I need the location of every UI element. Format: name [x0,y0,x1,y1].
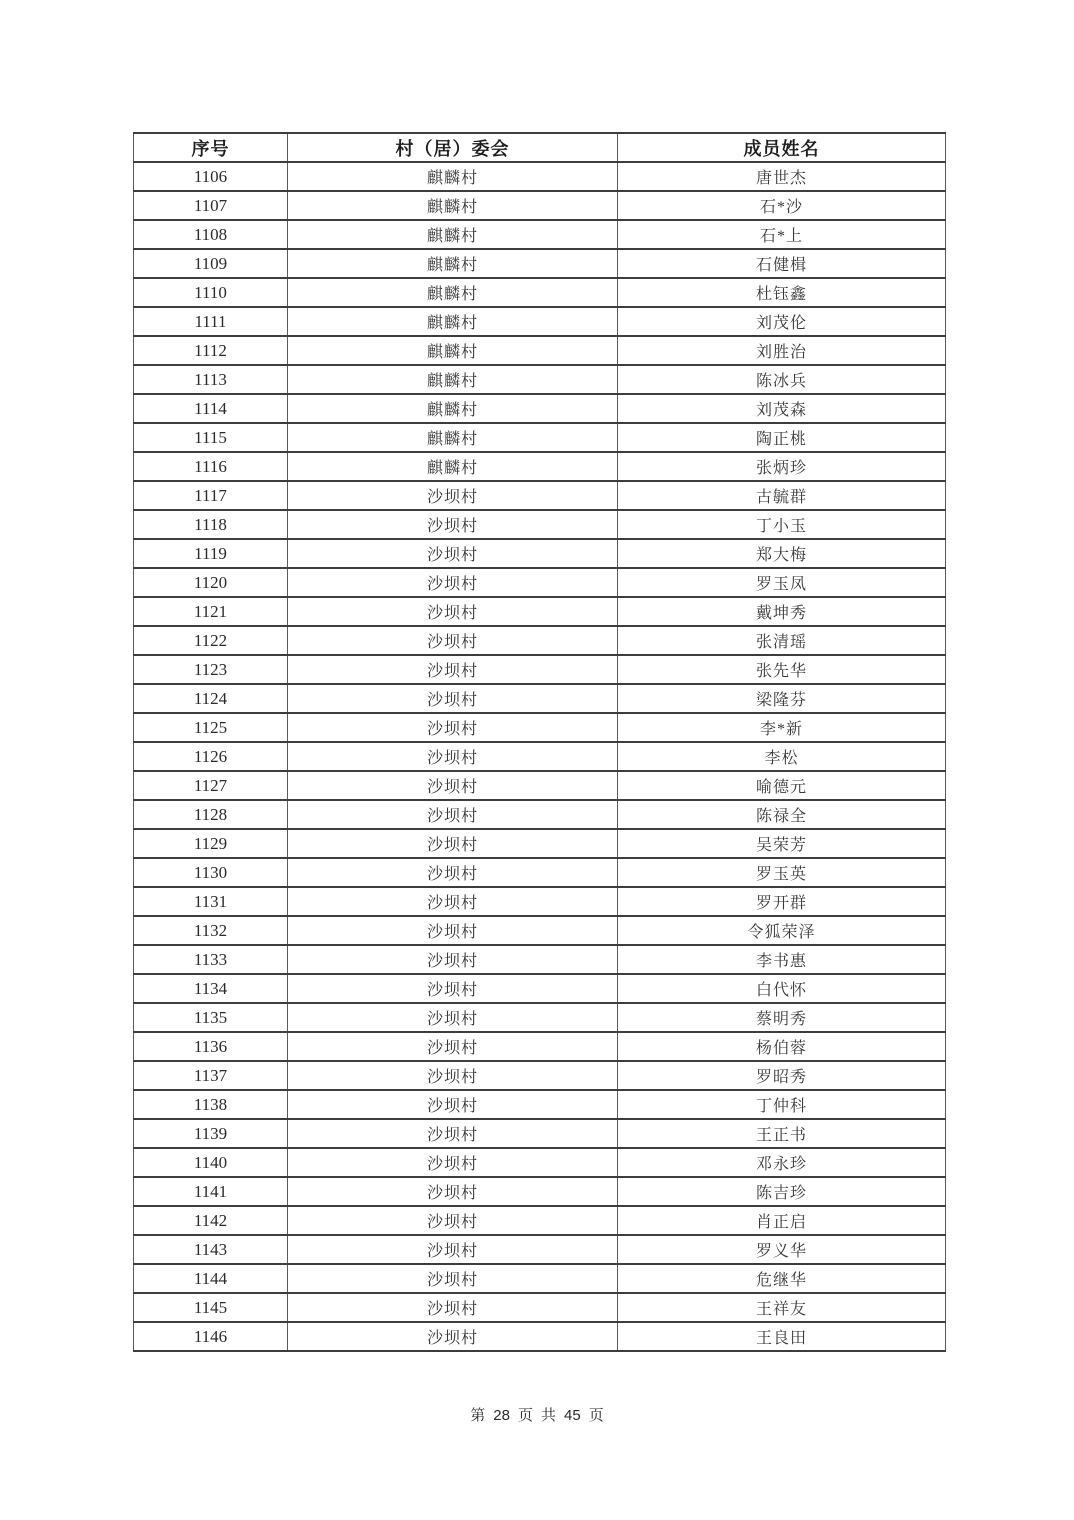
cell-committee: 麒麟村 [288,162,618,191]
roster-table [133,132,946,1352]
cell-no: 1108 [134,220,288,249]
cell-name: 丁仲科 [618,1090,946,1119]
cell-name: 罗玉凤 [618,568,946,597]
cell-no: 1123 [134,655,288,684]
table-row [134,1177,946,1206]
table-header-row [134,133,946,162]
cell-name: 刘胜治 [618,336,946,365]
cell-no: 1132 [134,916,288,945]
cell-no: 1112 [134,336,288,365]
cell-name: 罗开群 [618,887,946,916]
cell-no: 1121 [134,597,288,626]
table-row [134,1206,946,1235]
table-row [134,1090,946,1119]
cell-committee: 沙坝村 [288,597,618,626]
table-row [134,713,946,742]
cell-no: 1134 [134,974,288,1003]
cell-name: 杜钰鑫 [618,278,946,307]
table-row [134,655,946,684]
cell-no: 1133 [134,945,288,974]
cell-name: 蔡明秀 [618,1003,946,1032]
cell-committee: 麒麟村 [288,452,618,481]
cell-committee: 沙坝村 [288,1061,618,1090]
cell-committee: 麒麟村 [288,336,618,365]
cell-name: 王正书 [618,1119,946,1148]
cell-committee: 沙坝村 [288,887,618,916]
cell-committee: 麒麟村 [288,220,618,249]
cell-committee: 沙坝村 [288,974,618,1003]
cell-committee: 沙坝村 [288,1293,618,1322]
table-row [134,945,946,974]
cell-no: 1129 [134,829,288,858]
table-row [134,916,946,945]
cell-committee: 沙坝村 [288,945,618,974]
cell-no: 1144 [134,1264,288,1293]
cell-committee: 沙坝村 [288,655,618,684]
cell-committee: 麒麟村 [288,423,618,452]
table-row [134,1032,946,1061]
cell-name: 刘茂森 [618,394,946,423]
cell-no: 1115 [134,423,288,452]
table-row [134,1235,946,1264]
table-row [134,307,946,336]
table-row [134,829,946,858]
table-row [134,742,946,771]
cell-committee: 麒麟村 [288,307,618,336]
cell-no: 1139 [134,1119,288,1148]
cell-committee: 沙坝村 [288,916,618,945]
cell-committee: 沙坝村 [288,1235,618,1264]
table-row [134,423,946,452]
cell-name: 喻德元 [618,771,946,800]
table-row [134,684,946,713]
table-row [134,1148,946,1177]
table-row [134,162,946,191]
cell-committee: 沙坝村 [288,1177,618,1206]
cell-name: 陈冰兵 [618,365,946,394]
cell-committee: 沙坝村 [288,481,618,510]
footer-label-ye2: 页 [588,1408,604,1424]
cell-name: 罗义华 [618,1235,946,1264]
table-row [134,394,946,423]
cell-name: 石健楫 [618,249,946,278]
cell-name: 邓永珍 [618,1148,946,1177]
cell-no: 1141 [134,1177,288,1206]
cell-name: 郑大梅 [618,539,946,568]
cell-no: 1111 [134,307,288,336]
cell-committee: 沙坝村 [288,1003,618,1032]
cell-name: 陶正桃 [618,423,946,452]
cell-committee: 沙坝村 [288,829,618,858]
cell-no: 1142 [134,1206,288,1235]
cell-name: 令狐荣泽 [618,916,946,945]
cell-committee: 沙坝村 [288,771,618,800]
cell-committee: 麒麟村 [288,191,618,220]
table-row [134,1293,946,1322]
cell-no: 1145 [134,1293,288,1322]
cell-name: 罗玉英 [618,858,946,887]
cell-name: 李*新 [618,713,946,742]
table-row [134,800,946,829]
cell-name: 陈禄全 [618,800,946,829]
table-row [134,220,946,249]
table-row [134,626,946,655]
cell-committee: 沙坝村 [288,539,618,568]
cell-committee: 沙坝村 [288,713,618,742]
cell-committee: 麒麟村 [288,365,618,394]
cell-committee: 沙坝村 [288,1264,618,1293]
cell-committee: 沙坝村 [288,626,618,655]
cell-name: 刘茂伦 [618,307,946,336]
cell-name: 李松 [618,742,946,771]
cell-no: 1138 [134,1090,288,1119]
cell-committee: 沙坝村 [288,1148,618,1177]
page-footer [0,1404,1074,1425]
cell-no: 1106 [134,162,288,191]
cell-committee: 沙坝村 [288,742,618,771]
table-row [134,858,946,887]
header-cell-committee: 村（居）委会 [288,133,618,162]
footer-label-di: 第 [470,1408,486,1424]
cell-no: 1140 [134,1148,288,1177]
cell-name: 肖正启 [618,1206,946,1235]
cell-name: 李书惠 [618,945,946,974]
cell-name: 张先华 [618,655,946,684]
footer-page-number: 28 [493,1407,510,1424]
table-row [134,510,946,539]
cell-name: 唐世杰 [618,162,946,191]
cell-committee: 沙坝村 [288,684,618,713]
cell-no: 1107 [134,191,288,220]
table-row [134,568,946,597]
table-row [134,452,946,481]
table-row [134,191,946,220]
cell-committee: 麒麟村 [288,249,618,278]
cell-committee: 沙坝村 [288,1119,618,1148]
cell-no: 1114 [134,394,288,423]
table-row [134,278,946,307]
table-row [134,365,946,394]
table-row [134,1119,946,1148]
cell-name: 古毓群 [618,481,946,510]
cell-committee: 沙坝村 [288,1322,618,1351]
table-row [134,887,946,916]
table-row [134,1061,946,1090]
cell-no: 1135 [134,1003,288,1032]
table-row [134,771,946,800]
table-row [134,336,946,365]
cell-no: 1120 [134,568,288,597]
footer-label-ye1: 页 [517,1408,533,1424]
cell-name: 戴坤秀 [618,597,946,626]
cell-committee: 沙坝村 [288,1090,618,1119]
table-row [134,1322,946,1351]
cell-no: 1146 [134,1322,288,1351]
cell-committee: 沙坝村 [288,510,618,539]
cell-name: 石*上 [618,220,946,249]
cell-no: 1118 [134,510,288,539]
cell-name: 丁小玉 [618,510,946,539]
cell-no: 1126 [134,742,288,771]
cell-name: 罗昭秀 [618,1061,946,1090]
cell-name: 吴荣芳 [618,829,946,858]
cell-no: 1117 [134,481,288,510]
table-row [134,597,946,626]
table-row [134,481,946,510]
cell-committee: 沙坝村 [288,858,618,887]
cell-no: 1119 [134,539,288,568]
cell-name: 张炳珍 [618,452,946,481]
cell-no: 1109 [134,249,288,278]
table-row [134,249,946,278]
cell-committee: 沙坝村 [288,800,618,829]
cell-no: 1110 [134,278,288,307]
cell-name: 张清瑶 [618,626,946,655]
cell-committee: 麒麟村 [288,278,618,307]
cell-no: 1127 [134,771,288,800]
cell-name: 梁隆芬 [618,684,946,713]
cell-no: 1136 [134,1032,288,1061]
cell-name: 王祥友 [618,1293,946,1322]
cell-name: 王良田 [618,1322,946,1351]
cell-no: 1124 [134,684,288,713]
cell-no: 1122 [134,626,288,655]
cell-no: 1125 [134,713,288,742]
cell-no: 1143 [134,1235,288,1264]
cell-name: 危继华 [618,1264,946,1293]
cell-committee: 沙坝村 [288,1032,618,1061]
table-row [134,1003,946,1032]
cell-committee: 沙坝村 [288,1206,618,1235]
cell-no: 1116 [134,452,288,481]
cell-committee: 麒麟村 [288,394,618,423]
cell-no: 1137 [134,1061,288,1090]
table-row [134,1264,946,1293]
cell-no: 1128 [134,800,288,829]
footer-label-gong: 共 [541,1408,557,1424]
header-cell-no: 序号 [134,133,288,162]
cell-name: 白代怀 [618,974,946,1003]
cell-name: 杨伯蓉 [618,1032,946,1061]
table-row [134,974,946,1003]
cell-no: 1131 [134,887,288,916]
footer-total-pages: 45 [564,1407,581,1424]
cell-no: 1113 [134,365,288,394]
cell-committee: 沙坝村 [288,568,618,597]
cell-no: 1130 [134,858,288,887]
cell-name: 石*沙 [618,191,946,220]
cell-name: 陈吉珍 [618,1177,946,1206]
table-row [134,539,946,568]
header-cell-name: 成员姓名 [618,133,946,162]
